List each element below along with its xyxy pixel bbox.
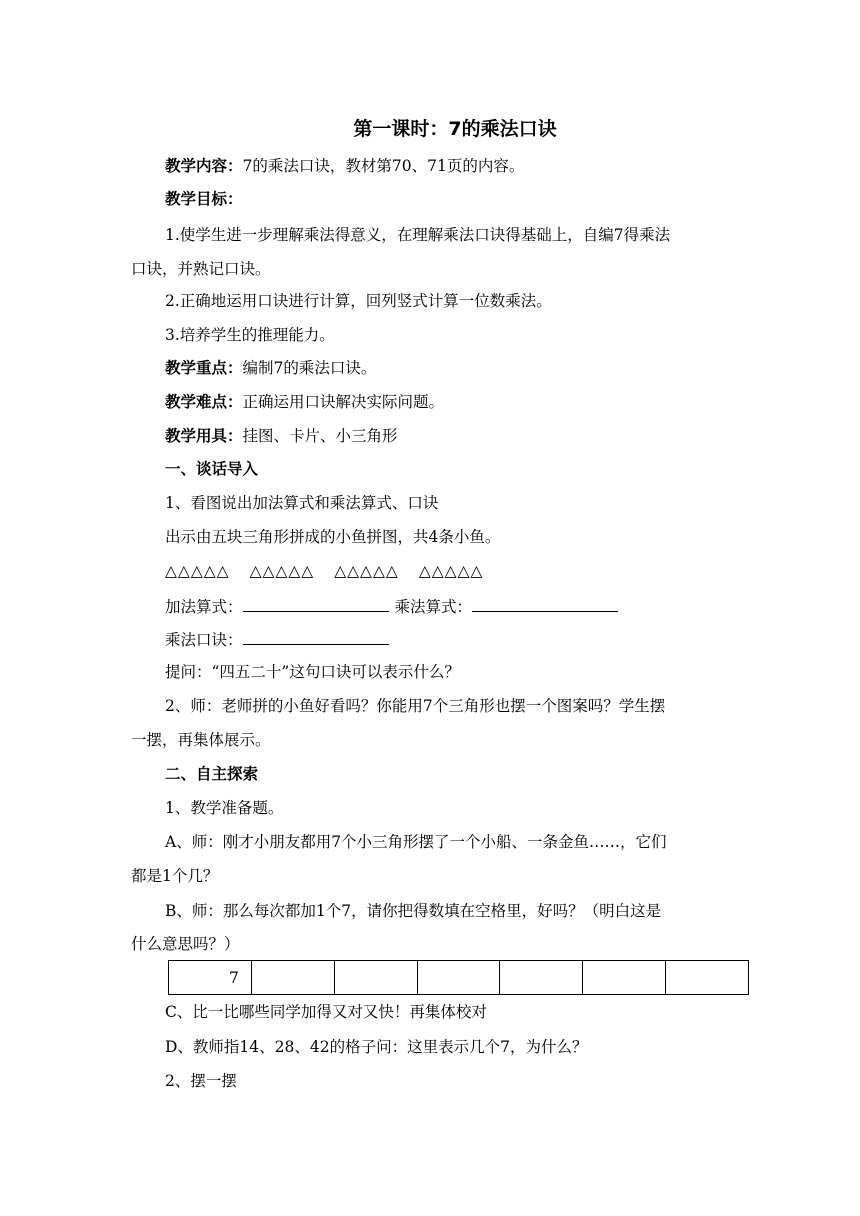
page-title: 第一课时：7的乘法口诀 <box>353 118 557 140</box>
table-cell[interactable] <box>251 961 334 995</box>
goals-label: 教学目标： <box>165 190 243 208</box>
step-b-line-1: B、师：那么每次都加1个7，请你把得数填在空格里，好吗？（明白这是 <box>165 902 662 920</box>
content-label: 教学内容： <box>165 157 243 175</box>
multiplication-blank[interactable] <box>472 595 618 612</box>
triangle-group-2: △△△△△ <box>249 562 315 580</box>
goal-2: 2.正确地运用口诀进行计算，回列竖式计算一位数乘法。 <box>165 292 552 310</box>
table-cell[interactable] <box>334 961 417 995</box>
key-point-line <box>165 357 745 379</box>
table-cell[interactable] <box>666 961 749 995</box>
section-1-item-2-line-2: 一摆，再集体展示。 <box>131 731 271 749</box>
triangle-group-3: △△△△△ <box>334 562 399 580</box>
table-row <box>169 961 749 995</box>
step-c: C、比一比哪些同学加得又对又快！再集体校对 <box>165 1003 487 1021</box>
table-cell[interactable] <box>417 961 500 995</box>
section-2-item-1: 1、教学准备题。 <box>165 799 284 817</box>
section-1-item-2-line-1: 2、师：老师拼的小鱼好看吗？你能用7个三角形也摆一个图案吗？学生摆 <box>165 697 666 715</box>
section-1-heading: 一、谈话导入 <box>165 460 259 478</box>
rhyme-blank[interactable] <box>243 628 389 645</box>
question-line: 提问：“四五二十”这句口诀可以表示什么？ <box>165 663 460 681</box>
step-a-line-2: 都是1个几？ <box>131 867 219 885</box>
rhyme-line <box>165 628 745 651</box>
addition-label: 加法算式： <box>165 598 243 616</box>
goal-1-line-1: 1.使学生进一步理解乘法得意义，在理解乘法口诀得基础上，自编7得乘法 <box>165 226 671 244</box>
tools-text: 挂图、卡片、小三角形 <box>242 427 398 445</box>
triangle-group-4: △△△△△ <box>418 562 484 580</box>
content-line <box>165 155 745 177</box>
section-2-item-2: 2、摆一摆 <box>165 1072 237 1090</box>
section-2-heading: 二、自主探索 <box>165 765 259 783</box>
table-cell[interactable]: 7 <box>169 961 252 995</box>
goal-3: 3.培养学生的推理能力。 <box>165 326 335 344</box>
difficulty-text: 正确运用口诀解决实际问题。 <box>242 393 445 411</box>
goals-heading <box>165 188 745 210</box>
step-d: D、教师指14、28、42的格子问：这里表示几个7，为什么？ <box>165 1038 588 1056</box>
tools-line <box>165 425 745 447</box>
triangle-row <box>165 560 745 582</box>
difficulty-line <box>165 391 745 413</box>
formula-line <box>165 595 745 618</box>
content-text: 7的乘法口诀，教材第70、71页的内容。 <box>242 157 525 175</box>
multiplication-label: 乘法算式： <box>394 598 473 616</box>
tools-label: 教学用具： <box>165 427 243 445</box>
key-text: 编制7的乘法口诀。 <box>242 359 377 377</box>
rhyme-label: 乘法口诀： <box>165 631 243 649</box>
step-b-line-2: 什么意思吗？） <box>131 935 240 953</box>
table-cell[interactable] <box>583 961 666 995</box>
table-cell[interactable] <box>500 961 583 995</box>
key-label: 教学重点： <box>165 359 243 377</box>
fish-puzzle-description: 出示由五块三角形拼成的小鱼拼图，共4条小鱼。 <box>165 528 501 546</box>
fill-in-table <box>168 960 749 995</box>
step-a-line-1: A、师：刚才小朋友都用7个小三角形摆了一个小船、一条金鱼……，它们 <box>165 833 667 851</box>
section-1-item-1: 1、看图说出加法算式和乘法算式、口诀 <box>165 494 439 512</box>
goal-1-line-2: 口诀，并熟记口诀。 <box>131 260 271 278</box>
addition-blank[interactable] <box>243 595 389 612</box>
difficulty-label: 教学难点： <box>165 393 243 411</box>
triangle-group-1: △△△△△ <box>165 562 230 580</box>
